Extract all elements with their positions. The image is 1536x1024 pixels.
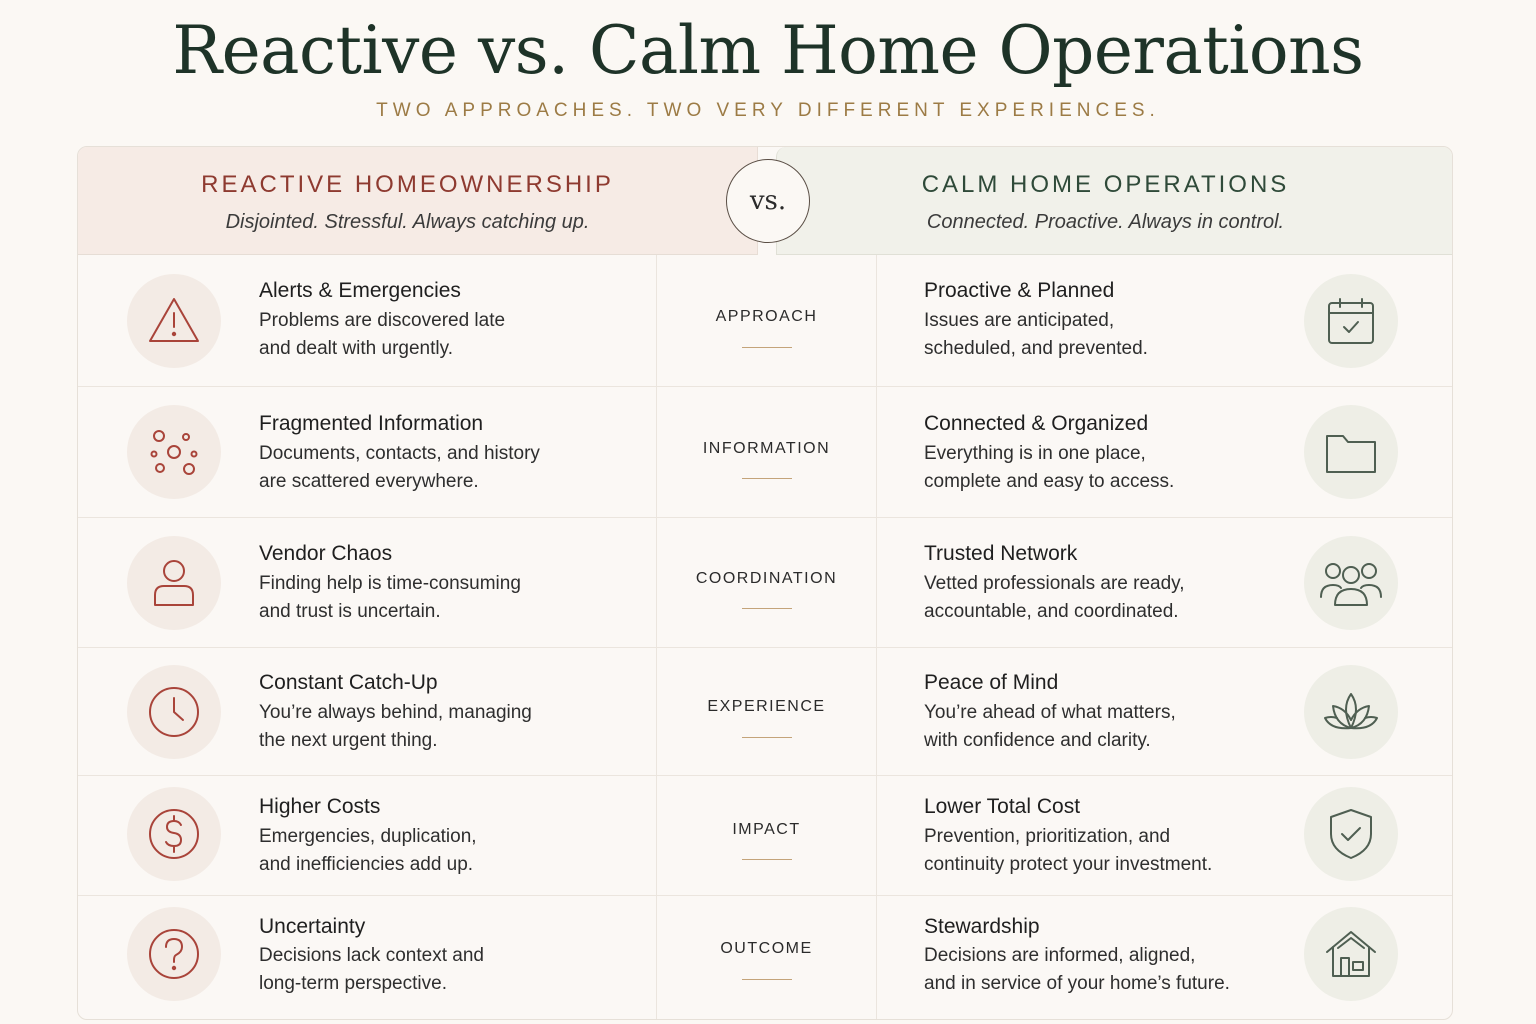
row-title: Higher Costs [259, 795, 381, 818]
folder-icon [1304, 405, 1398, 499]
scattered-dots-icon [127, 405, 221, 499]
row-desc: Finding help is time-consuming and trust is uncertain. [259, 573, 521, 622]
row-title: Fragmented Information [259, 412, 484, 435]
row-title: Lower Total Cost [924, 795, 1081, 818]
calendar-check-icon [1304, 274, 1398, 368]
category-label: OUTCOME [720, 940, 813, 957]
row-title: Stewardship [924, 915, 1040, 938]
question-icon [127, 907, 221, 1001]
warning-icon [127, 274, 221, 368]
row-title: Trusted Network [924, 542, 1078, 565]
reactive-header [78, 147, 758, 255]
row-desc: You’re always behind, managing the next urgent thing. [259, 702, 532, 751]
vs-badge: vs. [726, 159, 810, 243]
category-label: COORDINATION [695, 570, 838, 587]
category-rule [742, 859, 792, 860]
category-rule [742, 347, 792, 348]
table-row-impact [78, 776, 1453, 896]
table-row-coordination [78, 518, 1453, 648]
row-title: Constant Catch-Up [259, 671, 438, 694]
table-row-experience [78, 648, 1453, 776]
category-rule [742, 979, 792, 980]
table-row-outcome [78, 896, 1453, 1020]
page-title: Reactive vs. Calm Home Operations [172, 12, 1364, 89]
shield-check-icon [1304, 787, 1398, 881]
row-title: Proactive & Planned [924, 279, 1115, 302]
calm-header-subtitle: Connected. Proactive. Always in control. [926, 211, 1285, 233]
category-label: EXPERIENCE [707, 698, 826, 715]
lotus-icon [1304, 665, 1398, 759]
row-title: Connected & Organized [924, 412, 1149, 435]
row-desc: Decisions are informed, aligned, and in service of your home’s future. [924, 945, 1230, 994]
comparison-table [77, 146, 1453, 1020]
row-desc: Emergencies, duplication, and inefficiencies add up. [259, 826, 477, 875]
category-label: IMPACT [732, 821, 801, 838]
category-rule [742, 608, 792, 609]
category-label: APPROACH [715, 308, 818, 325]
row-desc: Vetted professionals are ready, accountable, and coordinated. [924, 573, 1185, 622]
dollar-icon [127, 787, 221, 881]
row-title: Alerts & Emergencies [259, 279, 461, 302]
reactive-header-title: REACTIVE HOMEOWNERSHIP [201, 171, 614, 198]
clock-icon [127, 665, 221, 759]
reactive-header-subtitle: Disjointed. Stressful. Always catching up. [225, 211, 590, 233]
row-desc: Everything is in one place, complete and easy to access. [924, 443, 1175, 492]
category-rule [742, 737, 792, 738]
person-icon [127, 536, 221, 630]
row-desc: You’re ahead of what matters, with confidence and clarity. [924, 702, 1176, 751]
category-rule [742, 478, 792, 479]
group-icon [1304, 536, 1398, 630]
calm-header-title: CALM HOME OPERATIONS [921, 171, 1290, 198]
table-row-information [78, 387, 1453, 518]
house-icon [1304, 907, 1398, 1001]
row-desc: Documents, contacts, and history are scattered everywhere. [259, 443, 540, 492]
row-desc: Prevention, prioritization, and continuity protect your investment. [924, 826, 1213, 875]
row-title: Uncertainty [259, 915, 366, 938]
row-desc: Decisions lack context and long-term perspective. [259, 945, 484, 994]
page-subtitle: TWO APPROACHES. TWO VERY DIFFERENT EXPERIENCES. [376, 100, 1160, 121]
row-desc: Issues are anticipated, scheduled, and prevented. [924, 310, 1148, 359]
row-title: Vendor Chaos [259, 542, 393, 565]
row-title: Peace of Mind [924, 671, 1059, 694]
calm-header [776, 147, 1453, 255]
row-desc: Problems are discovered late and dealt with urgently. [259, 310, 506, 359]
category-label: INFORMATION [702, 440, 831, 457]
table-row-approach [78, 255, 1453, 387]
